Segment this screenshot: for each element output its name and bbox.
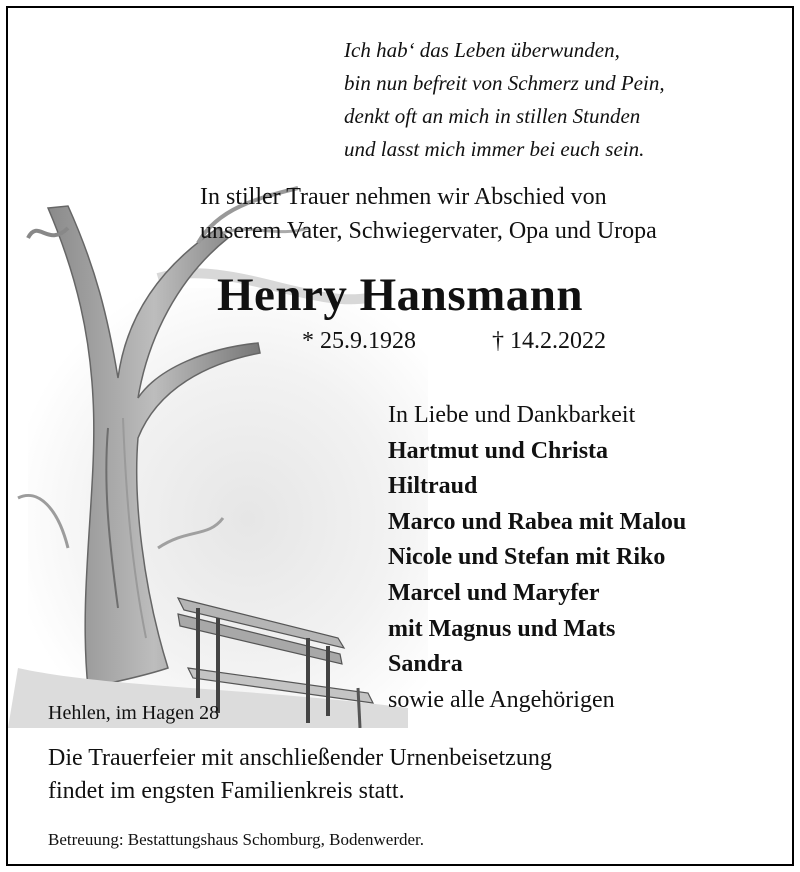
tree-and-bench-illustration bbox=[8, 168, 428, 728]
mourner-name: Marcel und Maryfer bbox=[388, 579, 600, 606]
poem-line: und lasst mich immer bei euch sein. bbox=[344, 137, 645, 161]
mourner-name: Nicole und Stefan mit Riko bbox=[388, 544, 666, 571]
intro-line: unserem Vater, Schwiegervater, Opa und Uropa bbox=[200, 218, 657, 244]
funeral-home-note: Betreuung: Bestattungshaus Schomburg, Bodenwerder. bbox=[48, 830, 424, 849]
mourners-opening: In Liebe und Dankbarkeit bbox=[388, 402, 636, 428]
mourner-name: Sandra bbox=[388, 651, 463, 678]
mourners-list bbox=[388, 398, 686, 718]
intro-line: In stiller Trauer nehmen wir Abschied von bbox=[200, 184, 607, 210]
poem-line: denkt oft an mich in stillen Stunden bbox=[344, 104, 641, 128]
poem-line: Ich hab‘ das Leben überwunden, bbox=[344, 38, 620, 62]
death-date: † 14.2.2022 bbox=[492, 328, 606, 354]
mourners-closing: sowie alle Angehörigen bbox=[388, 686, 615, 713]
deceased-name: Henry Hansmann bbox=[216, 269, 584, 321]
birth-date: * 25.9.1928 bbox=[302, 328, 416, 354]
poem-line: bin nun befreit von Schmerz und Pein, bbox=[344, 71, 665, 95]
mourner-name: Hiltraud bbox=[388, 473, 478, 500]
mourner-name: mit Magnus und Mats bbox=[388, 615, 616, 642]
service-info bbox=[48, 742, 552, 808]
farewell-intro bbox=[200, 180, 657, 248]
service-line: findet im engsten Familienkreis statt. bbox=[48, 778, 405, 804]
mourner-name: Hartmut und Christa bbox=[388, 437, 609, 464]
poem bbox=[344, 34, 665, 166]
service-line: Die Trauerfeier mit anschließender Urnenbeisetzung bbox=[48, 745, 552, 771]
mourner-name: Marco und Rabea mit Malou bbox=[388, 508, 687, 535]
address: Hehlen, im Hagen 28 bbox=[48, 702, 220, 724]
obituary-notice bbox=[6, 6, 794, 866]
